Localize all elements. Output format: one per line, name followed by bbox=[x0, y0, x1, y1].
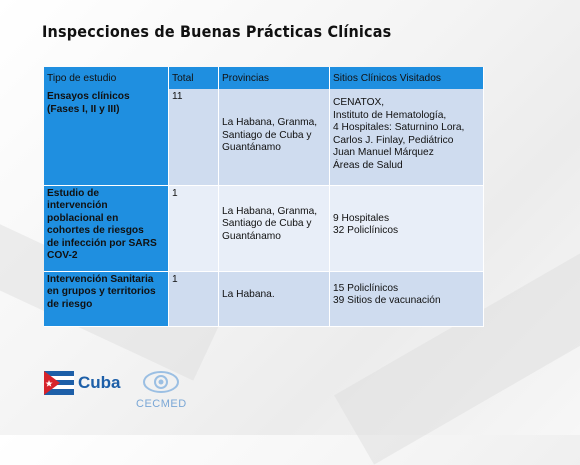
cell-line: Intervención Sanitaria bbox=[47, 273, 154, 285]
cell-provincias bbox=[219, 271, 330, 326]
cell-line: Instituto de Hematología, bbox=[333, 109, 447, 121]
inspections-table bbox=[44, 67, 484, 327]
cell-line: poblacional en bbox=[47, 212, 119, 224]
cell-tipo bbox=[44, 271, 169, 326]
cell-total: 1 bbox=[169, 185, 219, 271]
cell-tipo bbox=[44, 89, 169, 185]
cecmed-logo-text: CECMED bbox=[136, 398, 187, 410]
cell-tipo bbox=[44, 185, 169, 271]
header-total: Total bbox=[169, 67, 219, 89]
cell-line: 39 Sitios de vacunación bbox=[333, 295, 441, 306]
cell-provincias bbox=[219, 185, 330, 271]
cell-total: 1 bbox=[169, 271, 219, 326]
header-sitios: Sitios Clínicos Visitados bbox=[330, 67, 484, 89]
cell-line: Santiago de Cuba y bbox=[222, 218, 312, 229]
cell-line: 32 Policlínicos bbox=[333, 225, 399, 236]
cell-line: La Habana, Granma, bbox=[222, 205, 318, 217]
cuba-logo-text: Cuba bbox=[78, 373, 121, 392]
cell-line: COV-2 bbox=[47, 250, 78, 261]
cell-provincias bbox=[219, 89, 330, 185]
cell-line: cohortes de riesgos bbox=[47, 225, 144, 236]
table-row bbox=[44, 89, 484, 185]
eye-icon bbox=[141, 369, 181, 395]
cuba-flag-icon bbox=[44, 371, 74, 395]
cell-line: 4 Hospitales: Saturnino Lora, bbox=[333, 122, 465, 133]
slide-title: Inspecciones de Buenas Prácticas Clínicas bbox=[42, 22, 392, 41]
table-header-row bbox=[44, 67, 484, 89]
cell-line: La Habana. bbox=[222, 288, 275, 300]
cell-line: en grupos y territorios bbox=[47, 286, 156, 297]
cell-line: intervención bbox=[47, 200, 108, 211]
cell-line: Juan Manuel Márquez bbox=[333, 147, 434, 158]
table-row bbox=[44, 271, 484, 326]
cell-line: Guantánamo bbox=[222, 230, 281, 242]
cell-line: 9 Hospitales bbox=[333, 212, 390, 224]
cell-line: Carlos J. Finlay, Pediátrico bbox=[333, 134, 454, 146]
header-provincias: Provincias bbox=[219, 67, 330, 89]
cell-line: La Habana, Granma, bbox=[222, 117, 318, 128]
cell-line: (Fases I, II y III) bbox=[47, 103, 120, 115]
cell-total: 11 bbox=[169, 89, 219, 185]
cell-sitios bbox=[330, 185, 484, 271]
cell-line: Áreas de Salud bbox=[333, 159, 403, 171]
cell-line: de infección por SARS bbox=[47, 237, 157, 249]
cell-line: Ensayos clínicos bbox=[47, 91, 130, 102]
cell-line: 15 Policlínicos bbox=[333, 282, 399, 294]
cuba-logo bbox=[44, 371, 121, 395]
cell-line: Guantánamo bbox=[222, 142, 281, 153]
cell-line: Santiago de Cuba y bbox=[222, 129, 312, 141]
cell-line: de riesgo bbox=[47, 298, 93, 310]
header-tipo: Tipo de estudio bbox=[44, 67, 169, 89]
cecmed-logo bbox=[136, 369, 187, 410]
cell-sitios bbox=[330, 89, 484, 185]
table-row bbox=[44, 185, 484, 271]
cell-sitios bbox=[330, 271, 484, 326]
cell-line: CENATOX, bbox=[333, 97, 385, 108]
cell-line: Estudio de bbox=[47, 187, 100, 199]
